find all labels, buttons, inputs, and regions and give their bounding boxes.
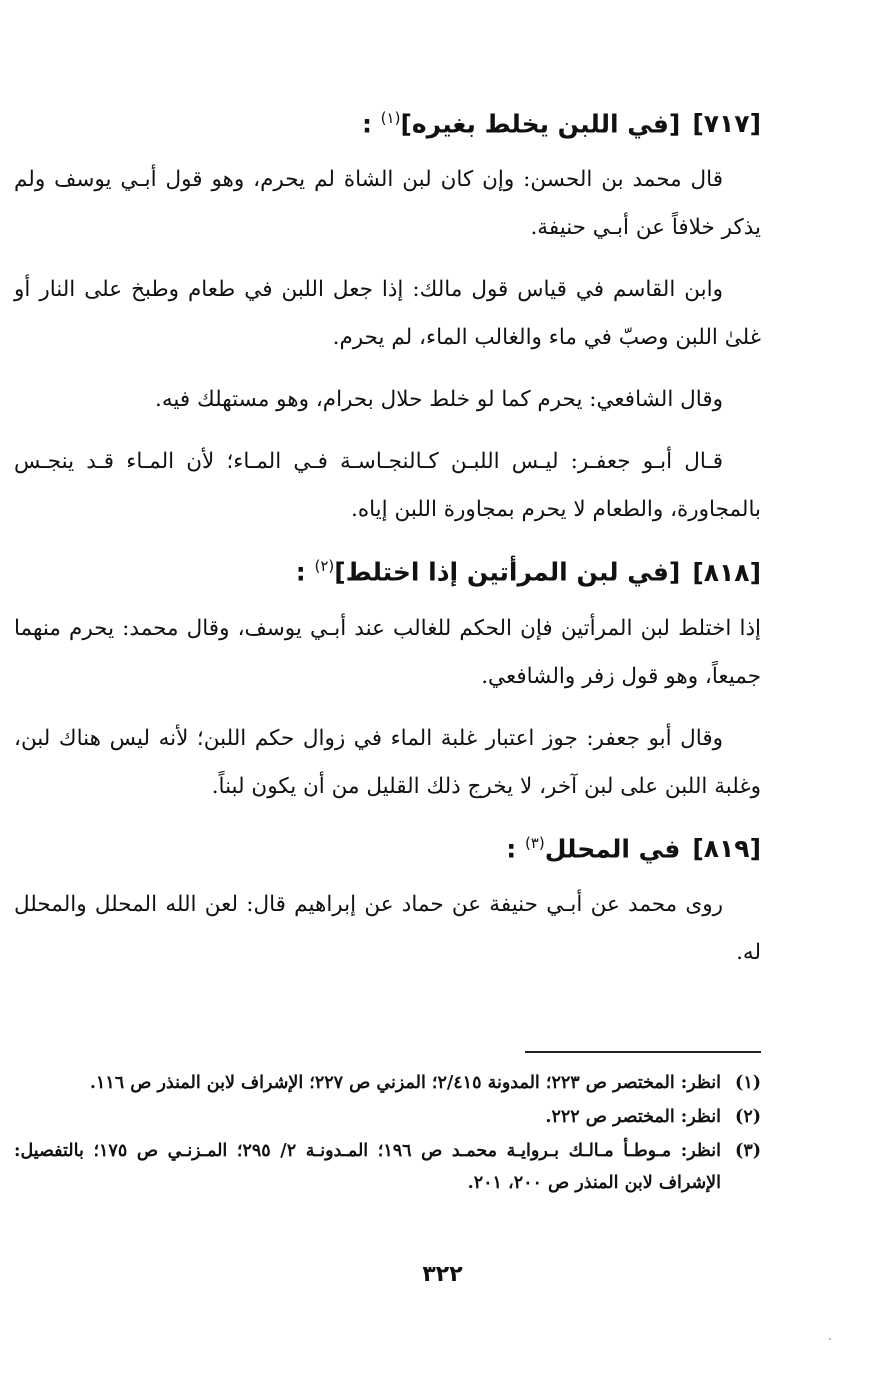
footnote-separator	[525, 1051, 761, 1053]
section-heading-717	[14, 100, 761, 142]
paragraph: وابن القاسم في قياس قول مالك: إذا جعل اللبن في طعام وطبخ على النار أو غلىٰ اللبن وصبّ في ماء والغالب الماء، لم يحرم.	[14, 277, 761, 351]
scan-speck	[829, 1338, 831, 1340]
section-number: [٨١٩]	[692, 833, 761, 863]
heading-colon: :	[361, 109, 372, 139]
section-heading-819	[14, 825, 761, 867]
footnote-reference[interactable]: (١)	[380, 109, 401, 127]
footnote	[14, 1101, 761, 1133]
paragraph: وقال أبو جعفر: جوز اعتبار غلبة الماء في زوال حكم اللبن؛ لأنه ليس هناك لبن، وغلبة اللبن على لبن آخر، لا يخرج ذلك القليل من أن يكون لبناً.	[14, 725, 761, 799]
section-heading-818	[14, 548, 761, 590]
footnote-text: انظر: مـوطـأ مـالـك بـروايـة محمـد ص ١٩٦؛ المـدونـة ٢/ ٢٩٥؛ المـزنـي ص ١٧٥؛ بالتفصيل: الإشراف لابن المنذر ص ٢٠٠، ٢٠١.	[14, 1140, 722, 1193]
paragraph: إذا اختلط لبن المرأتين فإن الحكم للغالب عند أبـي يوسف، وقال محمد: يحرم منهما جميعاً، وهو قول زفر والشافعي.	[14, 615, 762, 689]
section-number: [٧١٧]	[692, 109, 761, 139]
footnote-mark: (٣)	[735, 1140, 761, 1161]
heading-colon: :	[295, 557, 306, 587]
section-title: [في اللبن يخلط بغيره]	[400, 109, 681, 139]
footnote-text: انظر: المختصر ص ٢٢٣؛ المدونة ٢/٤١٥؛ المزني ص ٢٢٧؛ الإشراف لابن المنذر ص ١١٦.	[89, 1072, 721, 1093]
paragraph: قـال أبـو جعفـر: ليـس اللبـن كـالنجـاسـة فـي المـاء؛ لأن المـاء قـد ينجـس بالمجاورة، والطعام لا يحرم بمجاورة اللبن إياه.	[14, 449, 761, 523]
footnotes	[14, 1067, 761, 1199]
footnote-mark: (١)	[735, 1072, 761, 1093]
section-number: [٨١٨]	[692, 557, 761, 587]
page-number: ٣٢٢	[422, 1262, 463, 1287]
paragraph: وقال الشافعي: يحرم كما لو خلط حلال بحرام، وهو مستهلك فيه.	[155, 387, 723, 413]
footnote	[14, 1067, 761, 1099]
paragraph: قال محمد بن الحسن: وإن كان لبن الشاة لم يحرم، وهو قول أبـي يوسف ولم يذكر خلافاً عن أبـي حنيفة.	[14, 167, 761, 241]
section-title: في المحلل	[544, 833, 681, 863]
heading-colon: :	[506, 833, 517, 863]
paragraph: روى محمد عن أبـي حنيفة عن حماد عن إبراهيم قال: لعن الله المحلل والمحلل له.	[14, 891, 761, 965]
footnote-reference[interactable]: (٣)	[524, 833, 545, 852]
footnote-text: انظر: المختصر ص ٢٢٢.	[545, 1106, 721, 1127]
section-title: [في لبن المرأتين إذا اختلط]	[334, 557, 681, 587]
footnote-reference[interactable]: (٢)	[314, 557, 335, 576]
footnote	[14, 1135, 761, 1199]
footnote-mark: (٢)	[735, 1106, 761, 1127]
